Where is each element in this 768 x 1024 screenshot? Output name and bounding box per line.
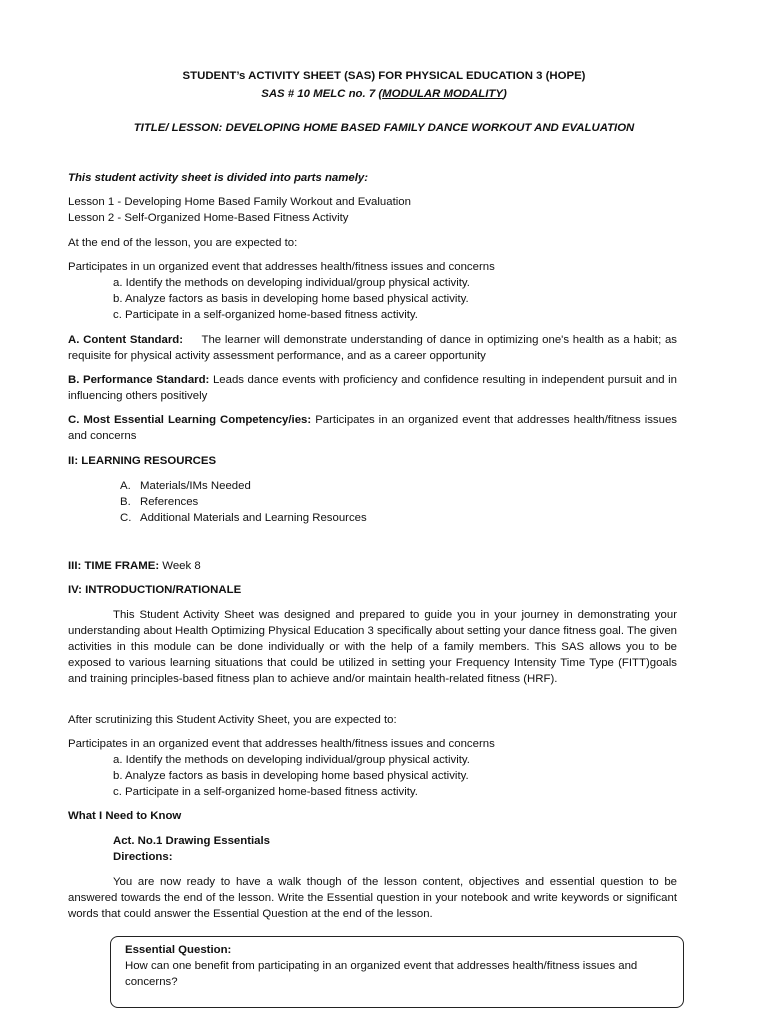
melc: C. Most Essential Learning Competency/ies: Participates in an organized event that addresses health/fitness issues and concerns (68, 414, 677, 442)
objective-item: b. Analyze factors as basis in developing home based physical activity. (113, 770, 469, 782)
lesson-list (68, 194, 677, 226)
lesson-item: Lesson 2 - Self-Organized Home-Based Fitness Activity (68, 212, 349, 224)
divided-intro: This student activity sheet is divided into parts namely: (68, 172, 369, 184)
activity-header (68, 833, 677, 865)
objectives-lead: Participates in un organized event that addresses health/fitness issues and concerns (68, 261, 495, 273)
objective-item: a. Identify the methods on developing individual/group physical activity. (113, 754, 470, 766)
objective-item: c. Participate in a self-organized home-based fitness activity. (113, 786, 418, 798)
objectives-list-2 (68, 736, 677, 800)
lesson-item: Lesson 1 - Developing Home Based Family Workout and Evaluation (68, 196, 411, 208)
lesson-title: TITLE/ LESSON: DEVELOPING HOME BASED FAMILY DANCE WORKOUT AND EVALUATION (133, 122, 635, 134)
content-standard: A. Content Standard: The learner will demonstrate understanding of dance in optimizing one's health as a habit; as requisite for physical activity assessment performance, and as a career opportunity (68, 334, 677, 362)
resource-item: C. Additional Materials and Learning Resources (120, 512, 367, 524)
objectives-lead: Participates in an organized event that addresses health/fitness issues and concerns (68, 738, 495, 750)
essential-question-box (110, 936, 684, 1008)
resource-item: B. References (120, 496, 199, 508)
objective-item: a. Identify the methods on developing individual/group physical activity. (113, 277, 470, 289)
resources-list (120, 478, 367, 526)
activity-title: Act. No.1 Drawing Essentials (113, 835, 270, 847)
rationale-heading: IV: INTRODUCTION/RATIONALE (68, 584, 242, 596)
directions-paragraph: You are now ready to have a walk though of the lesson content, objectives and essential question to be answered towards the end of the lesson. Write the Essential question in your notebook and write keywords or significant words that could answer the Essential Question at the end of the lesson. (68, 876, 677, 920)
objective-item: b. Analyze factors as basis in developing home based physical activity. (113, 293, 469, 305)
expected-intro: At the end of the lesson, you are expected to: (68, 237, 298, 249)
need-to-know-heading: What I Need to Know (68, 810, 182, 822)
objectives-list-1 (68, 259, 677, 323)
directions-label: Directions: (113, 851, 173, 863)
modality-underlined: MODULAR MODALITY (382, 88, 503, 100)
document-title: STUDENT’s ACTIVITY SHEET (SAS) FOR PHYSICAL EDUCATION 3 (HOPE) (182, 70, 586, 82)
resources-heading: II: LEARNING RESOURCES (68, 455, 217, 467)
document-subtitle: SAS # 10 MELC no. 7 (MODULAR MODALITY) (261, 88, 507, 100)
essential-question-text: How can one benefit from participating in an organized event that addresses health/fitness issues and concerns? (125, 960, 638, 988)
resource-item: A. Materials/IMs Needed (120, 480, 251, 492)
after-scrutinizing: After scrutinizing this Student Activity Sheet, you are expected to: (68, 714, 397, 726)
rationale-paragraph: This Student Activity Sheet was designed and prepared to guide you in your journey in demonstrating your understanding about Health Optimizing Physical Education 3 specifically about setting your dance fitness goal. The given activities in this module can be done individually or with the help of a family members. This SAS allows you to be exposed to various learning situations that could be utilized in setting your Frequency Intensity Time Type (FITT)goals and training principles-based fitness plan to achieve and/or maintain health-related fitness (HRF). (68, 609, 677, 685)
time-frame: III: TIME FRAME: Week 8 (68, 560, 201, 572)
essential-question-label: Essential Question: (125, 944, 232, 956)
objective-item: c. Participate in a self-organized home-based fitness activity. (113, 309, 418, 321)
performance-standard: B. Performance Standard: Leads dance events with proficiency and confidence resulting in independent pursuit and in influencing others positively (68, 374, 677, 402)
